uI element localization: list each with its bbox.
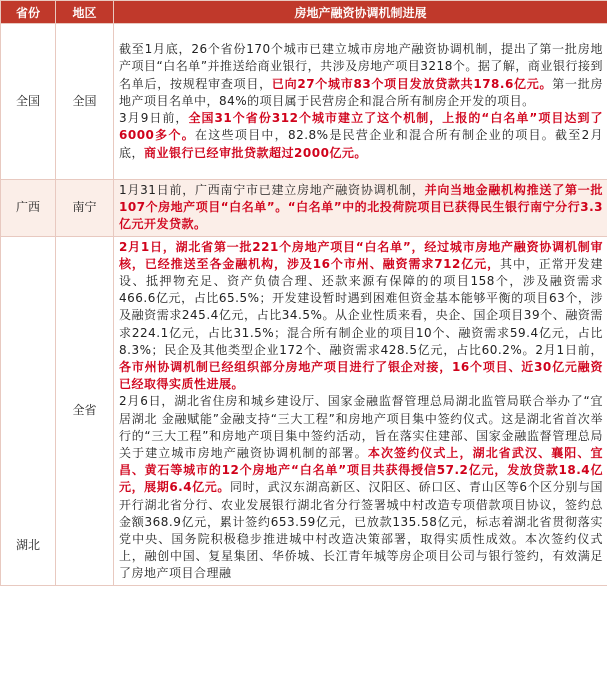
paragraph: [119, 182, 603, 234]
body-text: 3月9日前，: [119, 111, 189, 126]
body-text: 1月31日前，广西南宁市已建立房地产融资协调机制，: [119, 183, 425, 197]
progress-cell: [114, 236, 607, 585]
province-cell: 全国: [1, 24, 56, 180]
paragraph: [119, 110, 603, 162]
highlighted-text: 已向27个城市83个项目发放贷款共178.6亿元。: [271, 76, 553, 91]
highlighted-text: 各市州协调机制已经组织部分房地产项目进行了银企对接，16个项目、近30亿元融资已经取得实质性进展。: [119, 360, 603, 392]
progress-cell: [114, 24, 607, 180]
province-cell: 广西: [1, 180, 56, 237]
body-text: 在这些项目中，82.8%是民营企业和混合所有制企业的项目。截至2月底，: [119, 128, 603, 160]
highlighted-text: 2月1日，湖北省第一批221个房地产项目“白名单”，经过城市房地产融资协调机制审核，已经推送至各金融机构，涉及16个市州、融资需求712亿元，: [119, 239, 603, 271]
region-cell: 全省: [56, 236, 114, 585]
paragraph: [119, 393, 603, 582]
table-row: [1, 236, 607, 585]
highlighted-text: 本次签约仪式上，湖北省武汉、襄阳、宜昌、黄石等城市的12个房地产“白名单”项目共获得授信57.2亿元，发放贷款18.4亿元，展期6.4亿元。: [119, 446, 603, 495]
body-text: 2月6日，湖北省住房和城乡建设厅、国家金融监督管理总局湖北监管局联合举办了“宜居湖北 金融赋能”金融支持“三大工程”和房地产项目集中签约仪式。这是湖北省首次举行的“三大工程”和房地产项目集中签约活动，旨在落实住建部、国家金融监督管理总局关于建立城市房地产融资协调机制的部署。: [119, 394, 603, 461]
highlighted-text: 商业银行已经审批贷款超过2000亿元。: [144, 145, 367, 160]
body-text: 其中，正常开发建设、抵押物充足、资产负债合理、还款来源有保障的的项目158个，涉及融资需求466.6亿元，占比65.5%；开发建设暂时遇到困难但资金基本能够平衡的项目63个，涉及融资需求245.4亿元，占比34.5%。从企业性质来看，央企、国企项目39个、融资需求224.1亿元，占比31.5%；混合所有制企业的项目10个、融资需求59.4亿元，占比8.3%；民企及其他类型企业172个、融资需求428.5亿元，占比60.2%。2月1日前，: [119, 256, 603, 357]
highlighted-text: 全国31个省份312个城市建立了这个机制，上报的“白名单”项目达到了6000多个。: [119, 111, 603, 143]
paragraph: [119, 239, 603, 394]
highlighted-text: 并向当地金融机构推送了第一批107个房地产项目“白名单”。“白名单”中的北投荷院项目已获得民生银行南宁分行3.3亿元开发贷款。: [119, 183, 603, 232]
region-cell: 南宁: [56, 180, 114, 237]
table-row: [1, 24, 607, 180]
body-text: 第一批房地产项目名单中，84%的项目属于民营房企和混合所有制房企开发的项目。: [119, 76, 603, 108]
region-cell: 全国: [56, 24, 114, 180]
table-header-row: [1, 1, 607, 24]
body-text: 截至1月底，26个省份170个城市已建立城市房地产融资协调机制，提出了第一批房地产项目“白名单”并推送给商业银行，共涉及房地产项目3218个。据了解，商业银行接到名单后，按规程审查项目，: [119, 42, 603, 91]
header-progress: 房地产融资协调机制进展: [114, 1, 607, 24]
header-province: 省份: [1, 1, 56, 24]
table-row: [1, 180, 607, 237]
progress-cell: [114, 180, 607, 237]
province-cell: 湖北: [1, 236, 56, 585]
body-text: 同时，武汉东湖高新区、汉阳区、硚口区、青山区等6个区分别与国开行湖北省分行、农业发展银行湖北省分行签署城中村改造专项借款项目协议，签约总金额368.9亿元，累计签约653.59亿元，已放款135.58亿元，标志着湖北省贯彻落实党中央、国务院积极稳步推进城中村改造决策部署，取得实质性成效。本次签约仪式上，融创中国、复星集团、华侨城、长江青年城等房企项目公司与银行签约，有效满足了房地产项目合理融: [119, 480, 603, 581]
header-region: 地区: [56, 1, 114, 24]
paragraph: [119, 41, 603, 110]
